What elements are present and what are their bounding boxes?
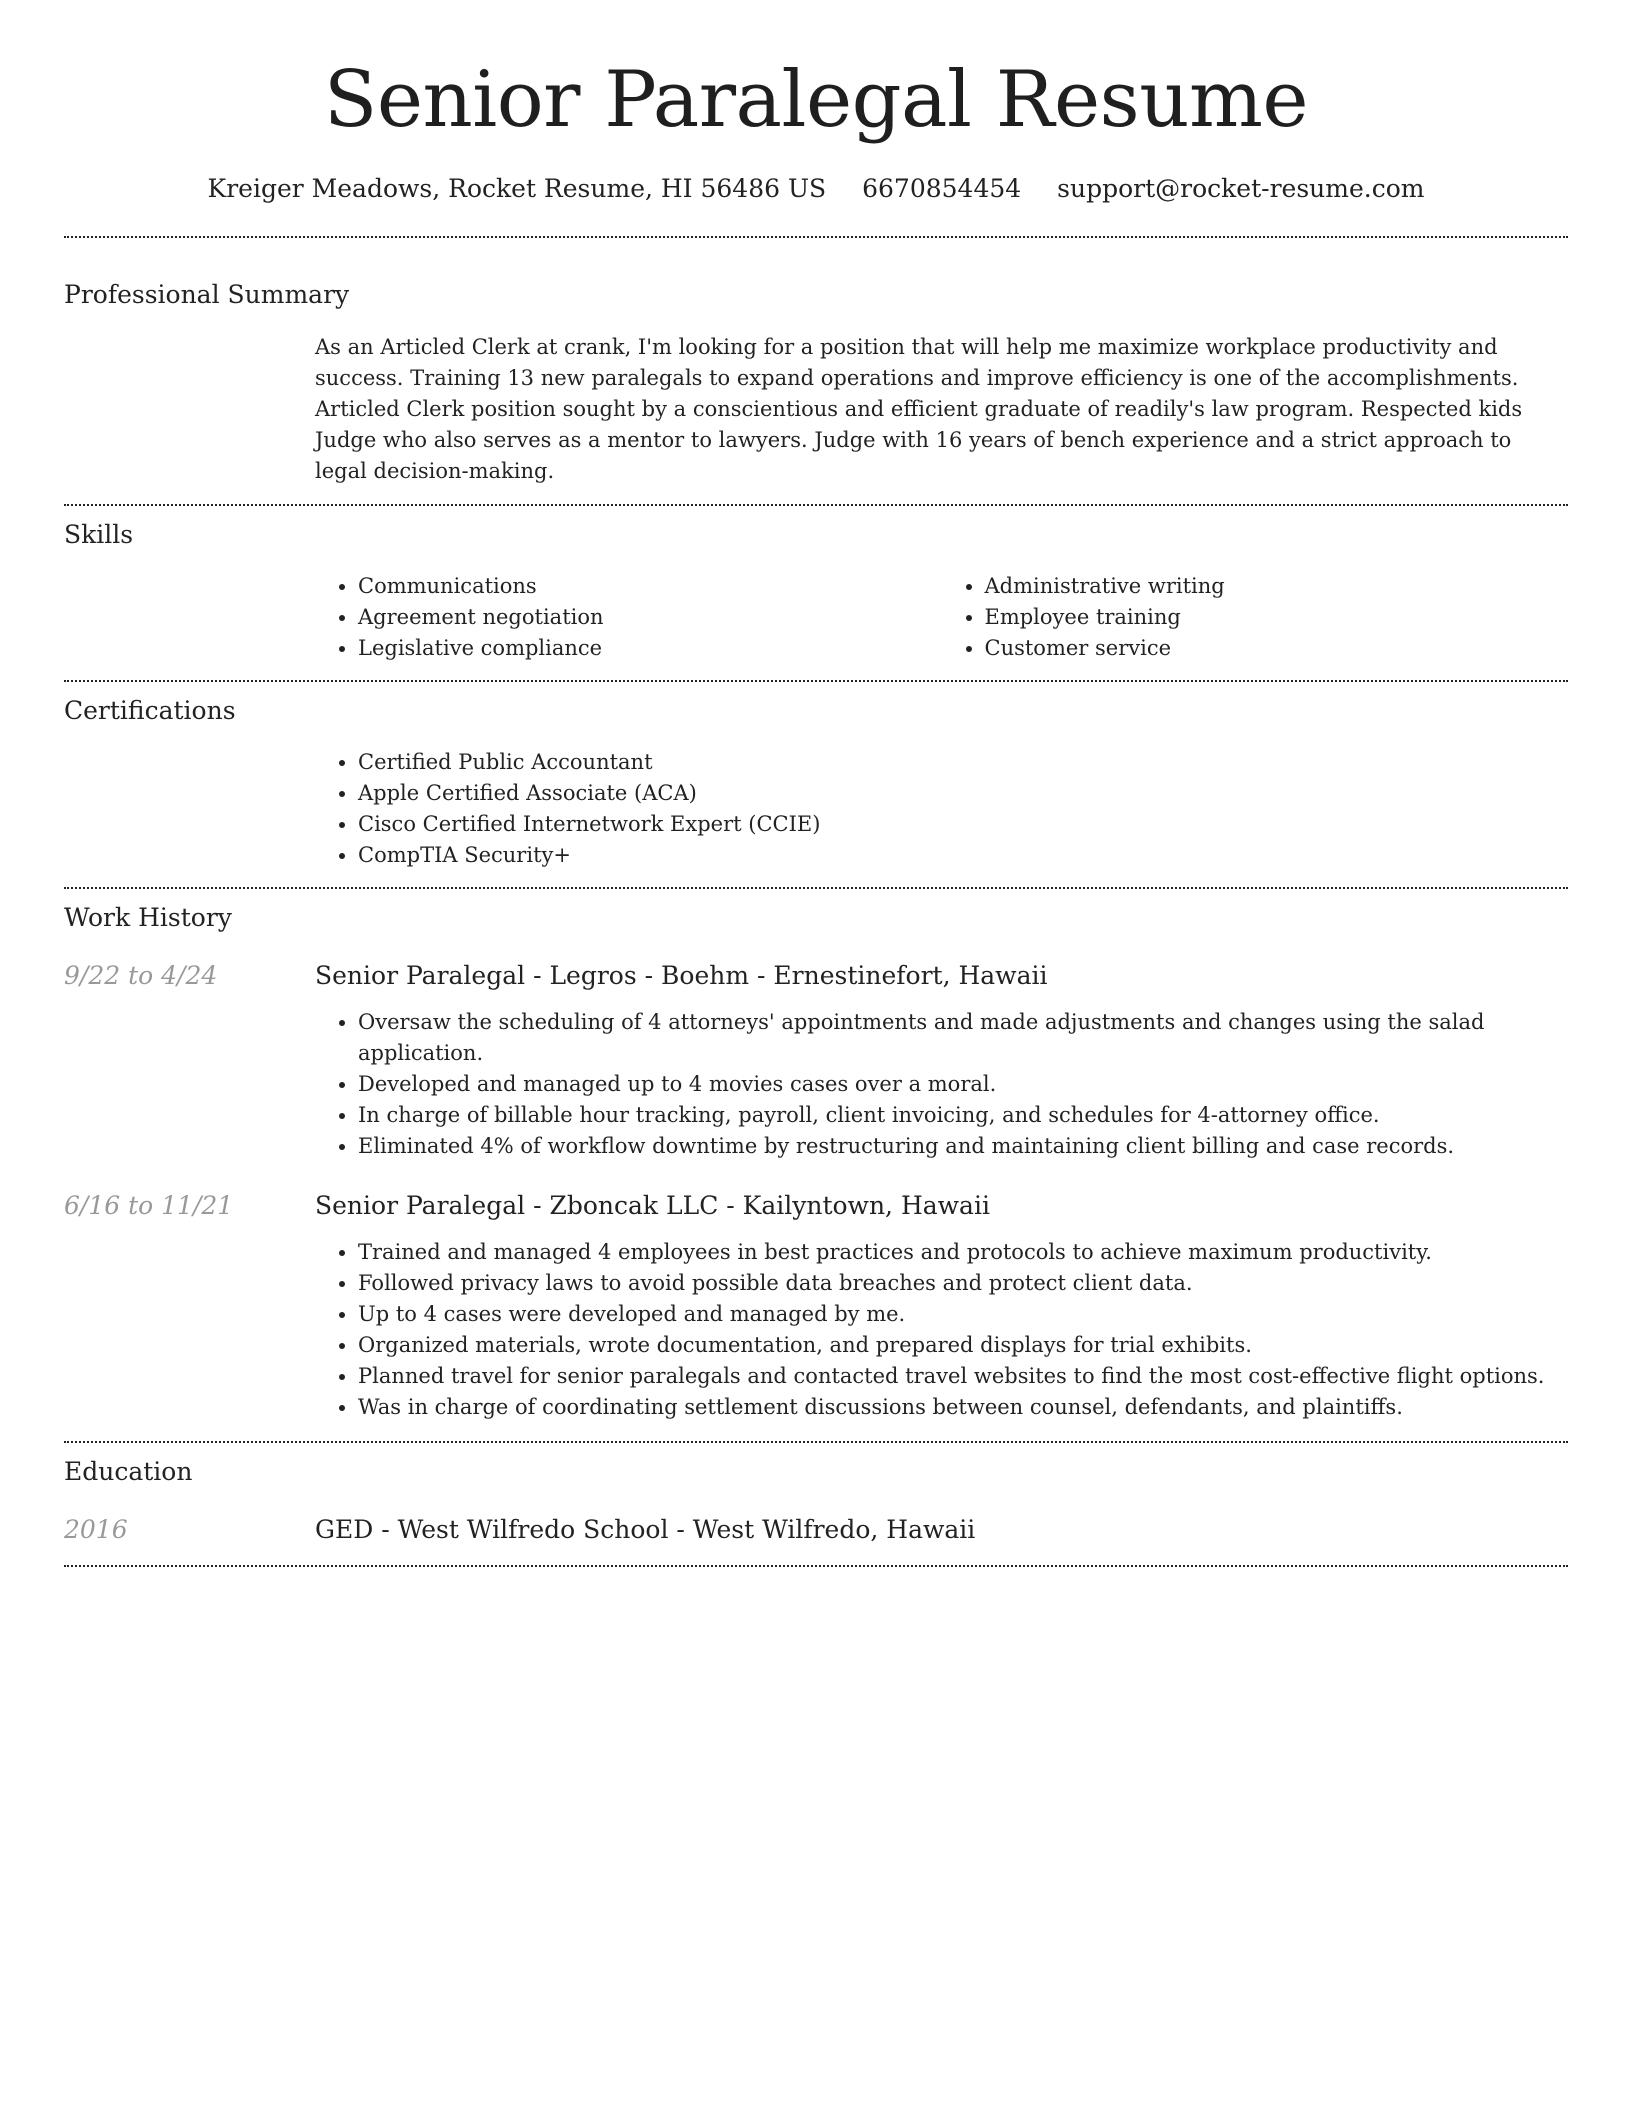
job-bullet: • Planned travel for senior paralegals and contacted travel websites to find the most cost-effective flight options. xyxy=(358,1361,1568,1392)
contact-email: support@rocket-resume.com xyxy=(1057,174,1425,203)
section-divider xyxy=(64,1565,1568,1567)
job-bullet: • Oversaw the scheduling of 4 attorneys' appointments and made adjustments and changes using the salad application. xyxy=(358,1007,1568,1069)
job-title: Senior Paralegal - Zboncak LLC - Kailyntown, Hawaii xyxy=(315,1191,990,1220)
job-bullet: • Organized materials, wrote documentation, and prepared displays for trial exhibits. xyxy=(358,1330,1568,1361)
job-bullet: • Was in charge of coordinating settlement discussions between counsel, defendants, and plaintiffs. xyxy=(358,1392,1568,1423)
education-heading: Education xyxy=(64,1457,193,1486)
summary-text: As an Articled Clerk at crank, I'm looking for a position that will help me maximize workplace productivity and success. Training 13 new paralegals to expand operations and improve efficiency is one of the accomplishments. Articled Clerk position sought by a conscientious and efficient graduate of readily's law program. Respected kids Judge who also serves as a mentor to lawyers. Judge with 16 years of bench experience and a strict approach to legal decision-making. xyxy=(315,335,1523,483)
job-title: Senior Paralegal - Legros - Boehm - Ernestinefort, Hawaii xyxy=(315,961,1048,990)
education-section xyxy=(64,1455,1568,1547)
work-history-section xyxy=(64,901,1568,1423)
summary-content xyxy=(315,332,1568,487)
job-entry xyxy=(64,1189,1568,1423)
skill-item: • Customer service xyxy=(985,633,1569,664)
skill-item: • Communications xyxy=(358,571,942,602)
skill-item: • Employee training xyxy=(985,602,1569,633)
education-content xyxy=(315,1513,1568,1547)
education-title: GED - West Wilfredo School - West Wilfredo, Hawaii xyxy=(315,1515,976,1544)
certifications-content xyxy=(315,747,1568,871)
job-bullets xyxy=(315,1237,1568,1423)
contact-address: Kreiger Meadows, Rocket Resume, HI 56486 US xyxy=(207,174,827,203)
job-content xyxy=(315,959,1568,1162)
certification-item: • Certified Public Accountant xyxy=(358,747,1568,778)
certification-item: • Apple Certified Associate (ACA) xyxy=(358,778,1568,809)
job-bullet: • Followed privacy laws to avoid possible data breaches and protect client data. xyxy=(358,1268,1568,1299)
job-bullets xyxy=(315,1007,1568,1162)
job-bullet: • In charge of billable hour tracking, payroll, client invoicing, and schedules for 4-attorney office. xyxy=(358,1100,1568,1131)
section-divider xyxy=(64,887,1568,889)
skills-list xyxy=(315,571,1568,664)
skills-section xyxy=(64,518,1568,664)
skill-item: • Administrative writing xyxy=(985,571,1569,602)
page-title: Senior Paralegal Resume xyxy=(323,55,1309,145)
skill-item: • Agreement negotiation xyxy=(358,602,942,633)
skills-column-left xyxy=(315,571,942,664)
job-content xyxy=(315,1189,1568,1423)
job-bullet: • Up to 4 cases were developed and managed by me. xyxy=(358,1299,1568,1330)
certifications-section xyxy=(64,694,1568,871)
job-bullet: • Developed and managed up to 4 movies cases over a moral. xyxy=(358,1069,1568,1100)
contact-phone: 6670854454 xyxy=(862,174,1022,203)
summary-section xyxy=(64,278,1568,487)
certifications-list xyxy=(315,747,1568,871)
resume-page xyxy=(64,0,1568,1567)
contact-info xyxy=(64,172,1568,206)
job-entry xyxy=(64,959,1568,1162)
section-divider xyxy=(64,504,1568,506)
section-divider xyxy=(64,236,1568,238)
education-date: 2016 xyxy=(64,1515,128,1544)
job-dates: 9/22 to 4/24 xyxy=(64,961,218,990)
certification-item: • Cisco Certified Internetwork Expert (CCIE) xyxy=(358,809,1568,840)
work-history-heading: Work History xyxy=(64,903,232,932)
skills-heading: Skills xyxy=(64,520,134,549)
job-bullet: • Trained and managed 4 employees in best practices and protocols to achieve maximum productivity. xyxy=(358,1237,1568,1268)
education-entry xyxy=(64,1513,1568,1547)
job-dates: 6/16 to 11/21 xyxy=(64,1191,234,1220)
skill-item: • Legislative compliance xyxy=(358,633,942,664)
skills-column-right xyxy=(942,571,1569,664)
certification-item: • CompTIA Security+ xyxy=(358,840,1568,871)
section-divider xyxy=(64,680,1568,682)
section-divider xyxy=(64,1441,1568,1443)
summary-heading: Professional Summary xyxy=(64,280,350,309)
job-bullet: • Eliminated 4% of workflow downtime by restructuring and maintaining client billing and case records. xyxy=(358,1131,1568,1162)
certifications-heading: Certifications xyxy=(64,696,236,725)
